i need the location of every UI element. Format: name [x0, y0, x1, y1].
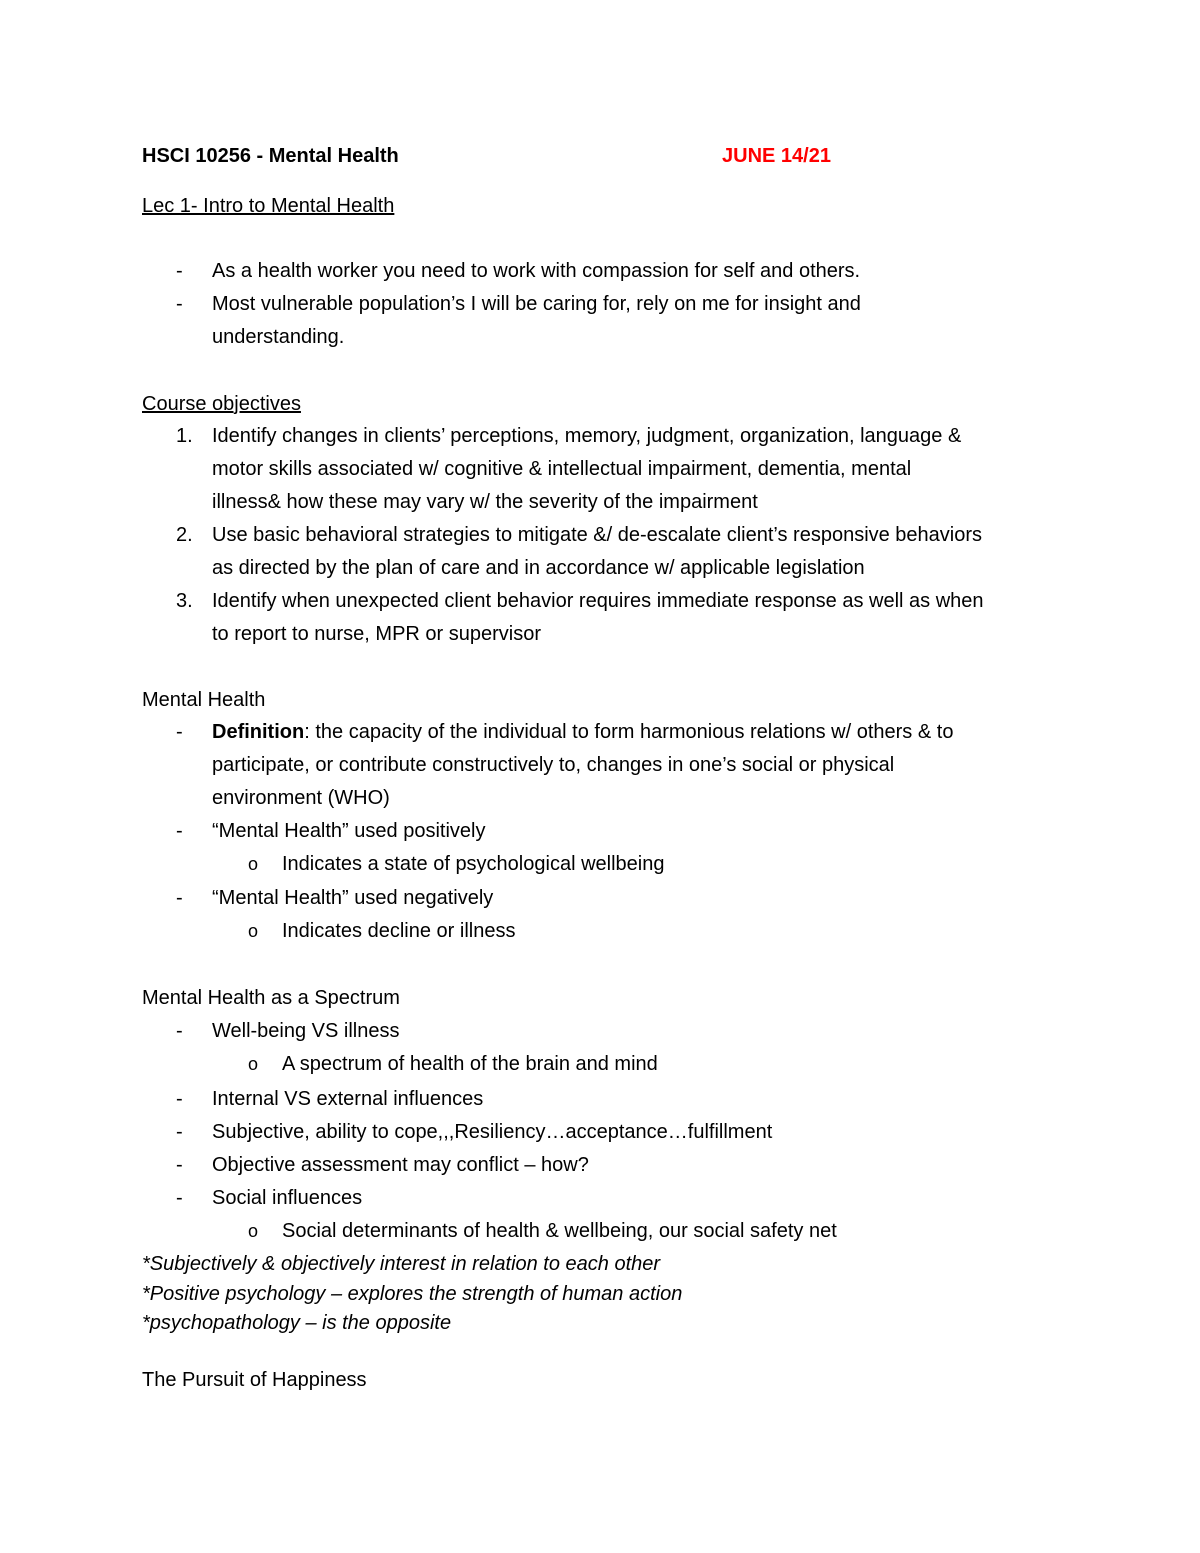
positive-usage-detail: Indicates a state of psychological wellbeing	[282, 853, 665, 875]
intro-bullet-2-cont: understanding.	[212, 326, 345, 348]
definition-line-2: participate, or contribute constructively to, changes in one’s social or physical	[212, 754, 895, 776]
spectrum-bullet-1-detail: A spectrum of health of the brain and mind	[282, 1053, 658, 1075]
definition-text: : the capacity of the individual to form harmonious relations w/ others & to	[304, 721, 954, 743]
sub-bullet-circle: o	[248, 1054, 259, 1074]
spectrum-bullet-4: Objective assessment may conflict – how?	[212, 1154, 589, 1176]
spectrum-bullet-3: Subjective, ability to cope,,,Resiliency…acceptance…fulfillment	[212, 1121, 773, 1143]
objective-number: 2.	[176, 524, 193, 546]
sub-bullet-circle: o	[248, 854, 259, 874]
objective-2-line-2: as directed by the plan of care and in accordance w/ applicable legislation	[212, 557, 865, 579]
objective-1-line-2: motor skills associated w/ cognitive & intellectual impairment, dementia, mental	[212, 458, 912, 480]
bullet-dash: -	[176, 1121, 183, 1143]
sub-bullet-circle: o	[248, 1221, 259, 1241]
spectrum-bullet-1: Well-being VS illness	[212, 1020, 400, 1042]
bullet-dash: -	[176, 820, 183, 842]
bullet-dash: -	[176, 1088, 183, 1110]
intro-bullet-1: As a health worker you need to work with compassion for self and others.	[212, 260, 861, 282]
lecture-date: JUNE 14/21	[722, 145, 831, 167]
objective-2-line-1: Use basic behavioral strategies to mitigate &/ de-escalate client’s responsive behaviors	[212, 524, 983, 546]
spectrum-note-3: *psychopathology – is the opposite	[142, 1312, 452, 1334]
bullet-dash: -	[176, 887, 183, 909]
bullet-dash: -	[176, 1187, 183, 1209]
intro-bullet-2: Most vulnerable population’s I will be caring for, rely on me for insight and	[212, 293, 861, 315]
spectrum-heading: Mental Health as a Spectrum	[142, 987, 400, 1009]
spectrum-note-2: *Positive psychology – explores the strength of human action	[142, 1283, 683, 1305]
objective-number: 1.	[176, 425, 193, 447]
mental-health-heading: Mental Health	[142, 689, 266, 711]
spectrum-bullet-5-detail: Social determinants of health & wellbeing, our social safety net	[282, 1220, 837, 1242]
objective-1-line-3: illness& how these may vary w/ the severity of the impairment	[212, 491, 758, 513]
lecture-heading: Lec 1- Intro to Mental Health	[142, 195, 395, 217]
definition-line-1	[212, 720, 953, 744]
spectrum-bullet-5: Social influences	[212, 1187, 363, 1209]
objective-1-line-1: Identify changes in clients’ perceptions, memory, judgment, organization, language &	[212, 425, 962, 447]
course-title: HSCI 10256 - Mental Health	[142, 145, 399, 167]
negative-usage-detail: Indicates decline or illness	[282, 920, 516, 942]
definition-label: Definition	[212, 721, 305, 743]
negative-usage: “Mental Health” used negatively	[212, 887, 494, 909]
positive-usage: “Mental Health” used positively	[212, 820, 486, 842]
objective-number: 3.	[176, 590, 193, 612]
bullet-dash: -	[176, 293, 183, 315]
bullet-dash: -	[176, 1020, 183, 1042]
objective-3-line-2: to report to nurse, MPR or supervisor	[212, 623, 542, 645]
bullet-dash: -	[176, 1154, 183, 1176]
objectives-heading: Course objectives	[142, 393, 301, 415]
definition-line-3: environment (WHO)	[212, 787, 390, 809]
bullet-dash: -	[176, 721, 183, 743]
pursuit-heading: The Pursuit of Happiness	[142, 1369, 367, 1391]
spectrum-bullet-2: Internal VS external influences	[212, 1088, 484, 1110]
bullet-dash: -	[176, 260, 183, 282]
spectrum-note-1: *Subjectively & objectively interest in relation to each other	[142, 1253, 661, 1275]
objective-3-line-1: Identify when unexpected client behavior requires immediate response as well as when	[212, 590, 984, 612]
sub-bullet-circle: o	[248, 921, 259, 941]
